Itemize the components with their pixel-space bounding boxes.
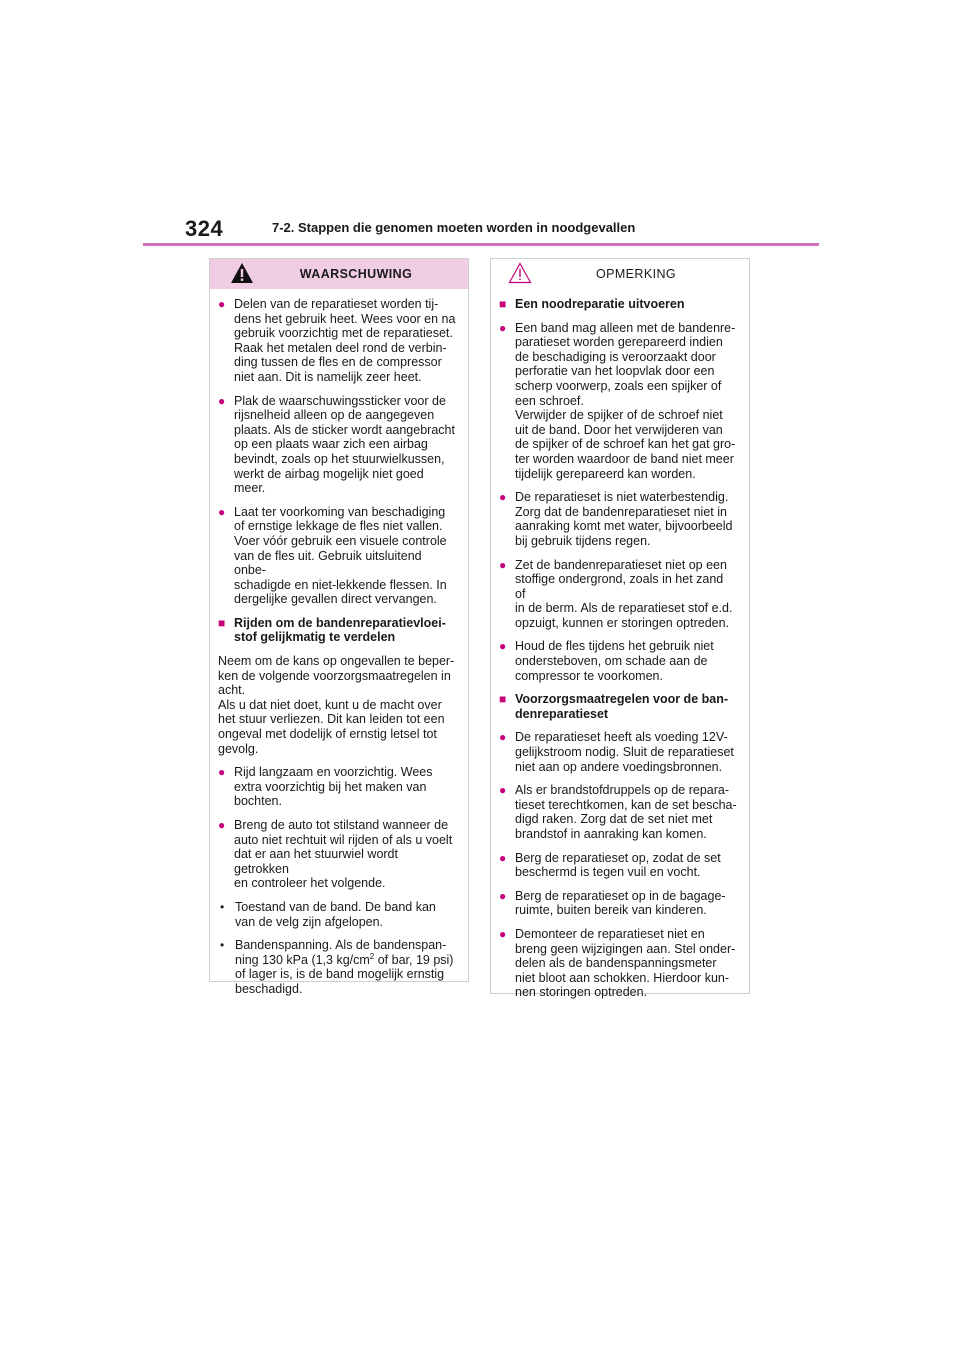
list-item: ● Berg de reparatieset op in de bagage- ruimte, buiten bereik van kinderen. bbox=[499, 888, 726, 918]
sub-item: • Bandenspanning. Als de bandenspan- ning 130 kPa (1,3 $kg/cm^2$ of bar, 19 psi) of lager is, is de band mogelijk ernstig beschadigd. bbox=[220, 938, 454, 996]
list-item: ● Laat ter voorkoming van beschadiging of ernstige lekkage de fles niet vallen. Voer vóór gebruik een visuele controle van de fles uit. Gebruik uitsluitend onbe- schadigde en niet-lekkende flessen. In dergelijke gevallen direct vervangen. bbox=[218, 504, 447, 607]
list-item: ● Demonteer de reparatieset niet en breng geen wijzigingen aan. Stel onder- delen als de bandenspanningsmeter niet bloot aan schokken. Hierdoor kun- nen storingen optreden. bbox=[499, 926, 736, 1000]
list-item: ● Een band mag alleen met de bandenre- paratieset worden gerepareerd indien de beschadiging is veroorzaakt door perforatie van het loopvlak door een scherp voorwerp, zoals een spijker of een schroef. Verwijder de spijker of de schroef niet uit de band. Door het verwijderen van de spijker of de schroef kan het gat gro- ter worden waardoor de band niet meer tijdelijk gerepareerd kan worden. bbox=[499, 320, 736, 481]
notice-title: OPMERKING bbox=[596, 267, 676, 281]
header-rule bbox=[143, 243, 819, 246]
list-item: ● Berg de reparatieset op, zodat de set beschermd is tegen vuil en vocht. bbox=[499, 850, 721, 880]
page-number: 324 bbox=[185, 216, 224, 241]
warning-header bbox=[210, 259, 468, 289]
sub-item: • Toestand van de band. De band kan van de velg zijn afgelopen. bbox=[220, 899, 436, 929]
notice-box bbox=[490, 258, 750, 1000]
page-header bbox=[143, 212, 819, 248]
list-item: ● De reparatieset heeft als voeding 12V- gelijkstroom nodig. Sluit de reparatieset niet aan op andere voedingsbronnen. bbox=[499, 730, 734, 774]
list-item: ● Delen van de reparatieset worden tij- dens het gebruik heet. Wees voor en na gebruik voorzichtig met de reparatieset. Raak het metalen deel rond de verbin- ding tussen de fles en de compressor niet aan. Dit is namelijk zeer heet. bbox=[218, 297, 456, 384]
list-item: ● Als er brandstofdruppels op de repara- tieset terechtkomen, kan de set bescha- digd raken. Zorg dat de set niet met brandstof in aanraking kan komen. bbox=[499, 783, 737, 841]
chapter-title: 7-2. Stappen die genomen moeten worden in noodgevallen bbox=[272, 220, 636, 235]
list-item: ● Plak de waarschuwingssticker voor de rijsnelheid alleen op de aangegeven plaats. Als de sticker wordt aangebracht op een plaats waar zich een airbag bevindt, zoals op het stuurwielkussen, werkt de airbag mogelijk niet goed meer. bbox=[218, 393, 455, 496]
section-heading: ■ Een noodreparatie uitvoeren bbox=[499, 297, 685, 311]
warning-title: WAARSCHUWING bbox=[299, 267, 413, 281]
section-heading: ■ Voorzorgsmaatregelen voor de ban- denreparatieset bbox=[499, 692, 729, 721]
section-heading: ■ Rijden om de bandenreparatievloei- stof gelijkmatig te verdelen bbox=[218, 615, 446, 645]
notice-header bbox=[491, 259, 749, 289]
list-item: ● Rijd langzaam en voorzichtig. Wees extra voorzichtig bij het maken van bochten. bbox=[218, 765, 433, 809]
list-item: ● Breng de auto tot stilstand wanneer de auto niet rechtuit wil rijden of als u voelt dat er aan het stuurwiel wordt getrokken en controleer het volgende. bbox=[218, 818, 453, 891]
paragraph: Neem om de kans op ongevallen te beper- ken de volgende voorzorgsmaatregelen in acht. Als u dat niet doet, kunt u de macht over het stuur verliezen. Dit kan leiden tot een ongeval met dodelijk of ernstig letsel tot gevolg. bbox=[218, 654, 455, 756]
warning-box bbox=[209, 258, 469, 996]
list-item: ● Houd de fles tijdens het gebruik niet ondersteboven, om schade aan de compressor te voorkomen. bbox=[499, 639, 714, 683]
list-item: ● Zet de bandenreparatieset niet op een stoffige ondergrond, zoals in het zand of in de berm. Als de reparatieset stof e.d. opzuigt, kunnen er storingen optreden. bbox=[499, 557, 733, 630]
list-item: ● De reparatieset is niet waterbestendig. Zorg dat de bandenreparatieset niet in aanraking komt met water, bijvoorbeeld bij gebruik tijdens regen. bbox=[499, 490, 733, 548]
